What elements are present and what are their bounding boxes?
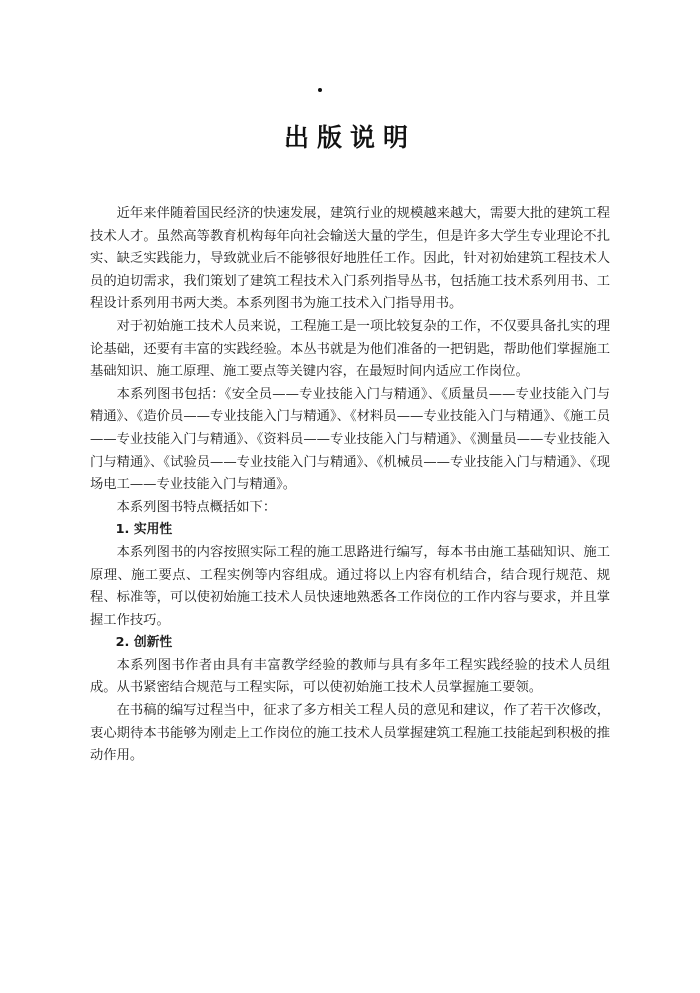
heading-practicality: 1. 实用性	[115, 522, 173, 538]
paragraph-purpose: 对于初始施工技术人员来说，工程施工是一项比较复杂的工作，不仅要具备扎实的理论基础，还要有丰富的实践经验。本丛书就是为他们准备的一把钥匙，帮助他们掌握施工基础知识、施工原理、施工要点等关键内容，在最短时间内适应工作岗位。	[90, 318, 610, 380]
paragraph-closing: 在书稿的编写过程当中，征求了多方相关工程人员的意见和建议，作了若干次修改，衷心期待本书能够为刚走上工作岗位的施工技术人员掌握建筑工程施工技能起到积极的推动作用。	[90, 703, 610, 764]
body-text	[90, 203, 610, 768]
paragraph-intro: 近年来伴随着国民经济的快速发展，建筑行业的规模越来越大，需要大批的建筑工程技术人才。虽然高等教育机构每年向社会输送大量的学生，但是许多大学生专业理论不扎实、缺乏实践能力，导致就业后不能够很好地胜任工作。因此，针对初始建筑工程技术人员的迫切需求，我们策划了建筑工程技术入门系列指导丛书，包括施工技术系列用书、工程设计系列用书两大类。本系列图书为施工技术入门指导用书。	[90, 206, 610, 312]
paragraph-innovation: 本系列图书作者由具有丰富教学经验的教师与具有多年工程实践经验的技术人员组成。从书紧密结合规范与工程实际，可以使初始施工技术人员掌握施工要领。	[90, 657, 610, 696]
paragraph-features-intro: 本系列图书特点概括如下：	[116, 499, 277, 515]
paragraph-series-list: 本系列图书包括：《安全员——专业技能入门与精通》、《质量员——专业技能入门与精通》、《造价员——专业技能入门与精通》、《材料员——专业技能入门与精通》、《施工员——专业技能入门与精通》、《资料员——专业技能入门与精通》、《测量员——专业技能入门与精通》、《试验员——专业技能入门与精通》、《机械员——专业技能入门与精通》、《现场电工——专业技能入门与精通》。	[90, 386, 610, 493]
heading-innovation: 2. 创新性	[115, 635, 173, 651]
page-title: 出版说明	[283, 123, 416, 152]
paragraph-practicality: 本系列图书的内容按照实际工程的施工思路进行编写，每本书由施工基础知识、施工原理、施工要点、工程实例等内容组成。通过将以上内容有机结合，结合现行规范、规程、标准等，可以使初始施工技术人员快速地熟悉各工作岗位的工作内容与要求，并且掌握工作技巧。	[90, 544, 610, 628]
page-mark	[318, 88, 322, 92]
